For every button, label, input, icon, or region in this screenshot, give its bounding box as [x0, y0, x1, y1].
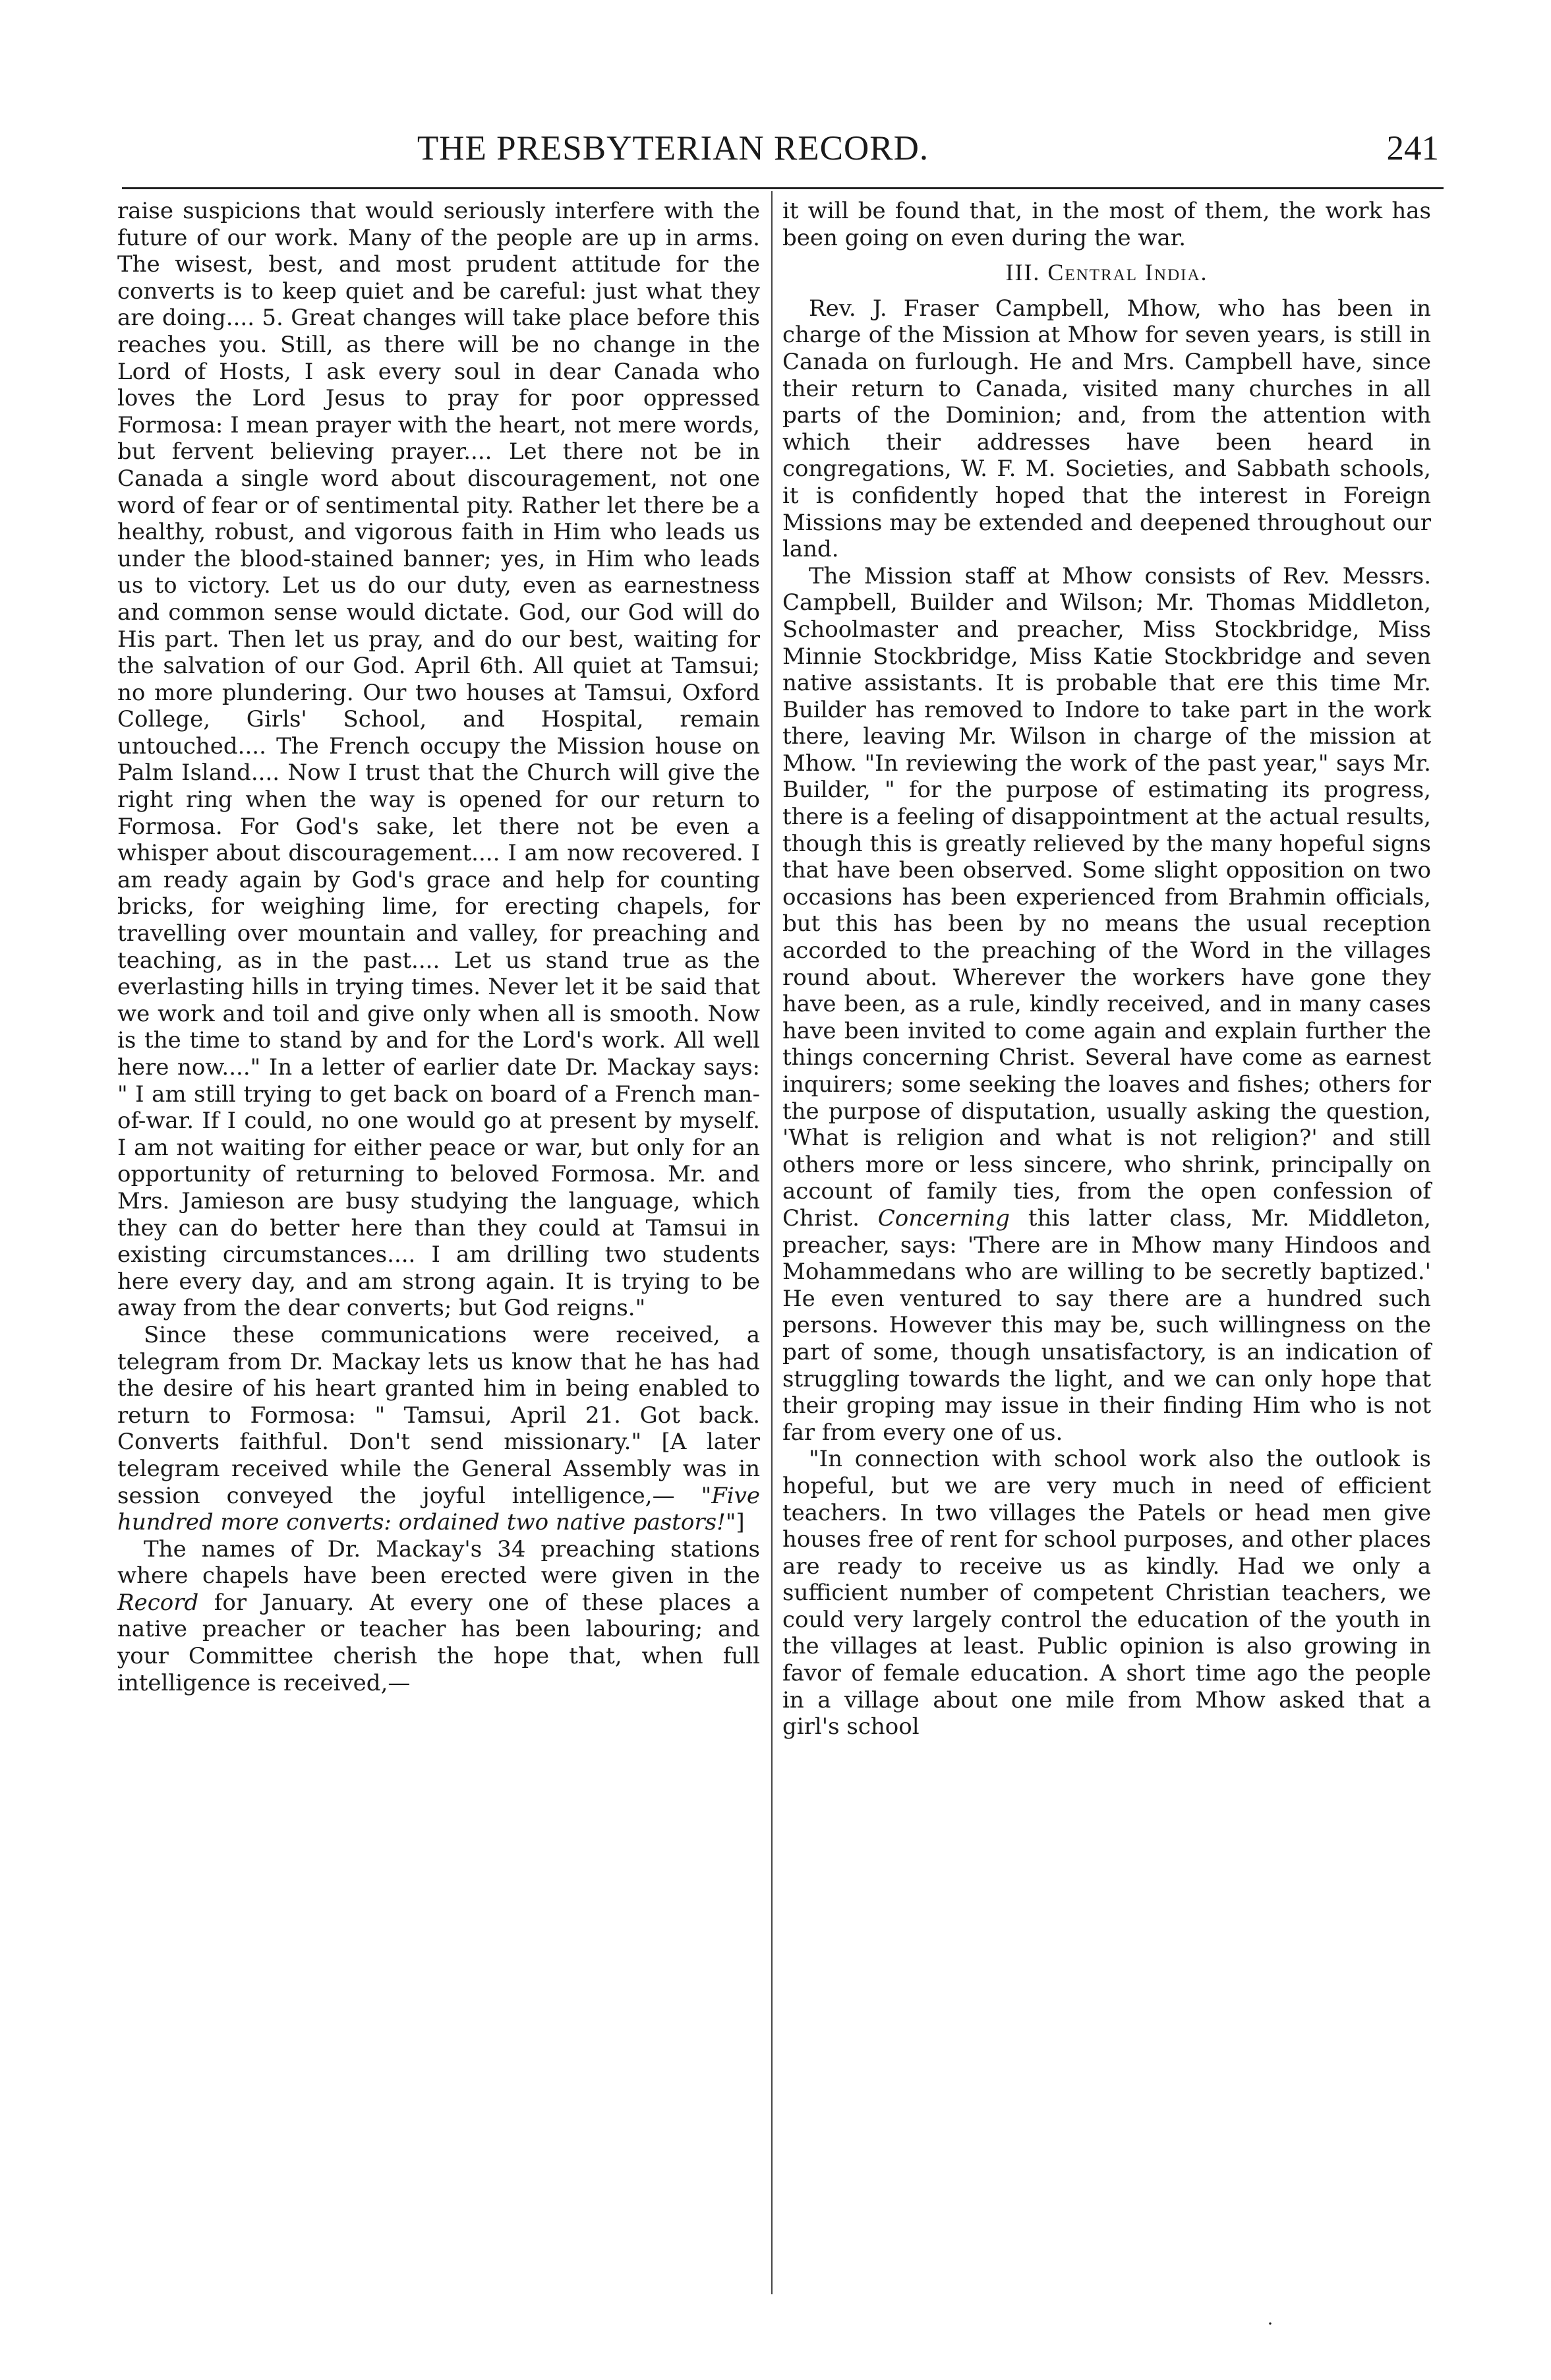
stations-text: The names of Dr. Mackay's 34 preaching stations where chapels have been erected were given in the: [117, 1535, 760, 1590]
telegram-text: Since these communications were received, a telegram from Dr. Mackay lets us know that he has had the desire of his heart granted him in being enabled to return to Formosa: " Tamsui, April 21. Got back. Converts faithful. Don't send missionary." [A later telegram received while the General Assembly was in session conveyed the joyful intelligence,— ": [117, 1321, 760, 1509]
paragraph-school-work: "In connection with school work also the outlook is hopeful, but we are very much in need of efficient teachers. In two villages the Patels or head men give houses free of rent for school purposes, and other places are ready to receive us as kindly. Had we only a sufficient number of competent Christian teachers, we could very largely control the education of the youth in the villages at least. Public opinion is also growing in favor of female education. A short time ago the people in a village about one mile from Mhow asked that a girl's school: [782, 1446, 1431, 1740]
column-divider: [771, 191, 773, 2294]
paragraph-telegram: [117, 1322, 760, 1536]
paragraph-campbell: Rev. J. Fraser Campbell, Mhow, who has been in charge of the Mission at Mhow for seven years, is still in Canada on furlough. He and Mrs. Campbell have, since their return to Canada, visited many churches in all parts of the Dominion; and, from the attention with which their addresses have been heard in congregations, W. F. M. Societies, and Sabbath schools, it is confidently hoped that the interest in Foreign Missions may be extended and deepened throughout our land.: [782, 295, 1431, 563]
stations-text-end: for January. At every one of these places a native preacher or teacher has been labouring; and your Committee cherish the hope that, when full intelligence is received,—: [117, 1589, 760, 1696]
right-column: [782, 198, 1431, 1740]
left-column: [117, 198, 760, 1696]
concerning-italic: Concerning: [877, 1205, 1010, 1232]
publication-title: THE PRESBYTERIAN RECORD.: [417, 129, 929, 167]
telegram-italic-quote: Five hundred more converts: ordained two native pastors!: [117, 1482, 760, 1536]
staff-text: The Mission staff at Mhow consists of Rev. Messrs. Campbell, Builder and Wilson; Mr. Thomas Middleton, Schoolmaster and preacher, Miss Stockbridge, Miss Minnie Stockbridge, Miss Katie Stockbridge and seven native assistants. It is probable that ere this time Mr. Builder has removed to Indore to take part in the work there, leaving Mr. Wilson in charge of the mission at Mhow. "In reviewing the work of the past year," says Mr. Builder, " for the purpose of estimating its progress, there is a feeling of disappointment at the actual results, though this is greatly relieved by the many hopeful signs that have been observed. Some slight opposition on two occasions has been experienced from Brahmin officials, but this has been by no means the usual reception accorded to the preaching of the Word in the villages round about. Wherever the workers have gone they have been, as a rule, kindly received, and in many cases have been invited to come again and explain further the things concerning Christ. Several have come as earnest inquirers; some seeking the loaves and fishes; others for the purpose of disputation, usually asking the question, 'What is religion and what is not religion?' and still others more or less sincere, who shrink, principally on account of family ties, from the open confession of Christ.: [782, 562, 1431, 1232]
section-heading-central-india: III. Central India.: [1005, 259, 1208, 286]
header-rule: [122, 187, 1444, 189]
paragraph-preaching-stations: [117, 1536, 760, 1697]
running-head: [115, 125, 1439, 171]
print-speck: ·: [1267, 2313, 1273, 2335]
paragraph-mackay-letter: raise suspicions that would seriously interfere with the future of our work. Many of the people are up in arms. The wisest, best, and most prudent attitude for the converts is to keep quiet and be careful: just what they are doing.... 5. Great changes will take place before this reaches you. Still, as there will be no change in the Lord of Hosts, I ask every soul in dear Canada who loves the Lord Jesus to pray for poor oppressed Formosa: I mean prayer with the heart, not mere words, but fervent believing prayer.... Let there not be in Canada a single word about discouragement, not one word of fear or of sentimental pity. Rather let there be a healthy, robust, and vigorous faith in Him who leads us under the blood-stained banner; yes, in Him who leads us to victory. Let us do our duty, even as earnestness and common sense would dictate. God, our God will do His part. Then let us pray, and do our best, waiting for the salvation of our God. April 6th. All quiet at Tamsui; no more plundering. Our two houses at Tamsui, Oxford College, Girls' School, and Hospital, remain untouched.... The French occupy the Mission house on Palm Island.... Now I trust that the Church will give the right ring when the way is opened for our return to Formosa. For God's sake, let there not be even a whisper about discouragement.... I am now recovered. I am ready again by God's grace and help for counting bricks, for weighing lime, for erecting chapels, for travelling over mountain and valley, for preaching and teaching, as in the past.... Let us stand true as the everlasting hills in trying times. Never let it be said that we work and toil and give only when all is smooth. Now is the time to stand by and for the Lord's work. All well here now...." In a letter of earlier date Dr. Mackay says: " I am still trying to get back on board of a French man-of-war. If I could, no one would go at present by myself. I am not waiting for either peace or war, but only for an opportunity of returning to beloved Formosa. Mr. and Mrs. Jamieson are busy studying the language, which they can do better here than they could at Tamsui in existing circumstances.... I am drilling two students here every day, and am strong again. It is trying to be away from the dear converts; but God reigns.": [117, 198, 760, 1322]
page-number: 241: [1386, 129, 1439, 167]
telegram-text-end: "]: [725, 1509, 745, 1536]
record-italic: Record: [117, 1589, 199, 1616]
paragraph-war-continuation: it will be found that, in the most of them, the work has been going on even during the war.: [782, 198, 1431, 251]
paragraph-mission-staff: [782, 563, 1431, 1446]
staff-text-end: this latter class, Mr. Middleton, preacher, says: 'There are in Mhow many Hindoos and Mohammedans who are willing to be secretly baptized.' He even ventured to say there are a hundred such persons. However this may be, such willingness on the part of some, though unsatisfactory, is an indication of struggling towards the light, and we can only hope that their groping may issue in their finding Him who is not far from every one of us.: [782, 1205, 1431, 1446]
